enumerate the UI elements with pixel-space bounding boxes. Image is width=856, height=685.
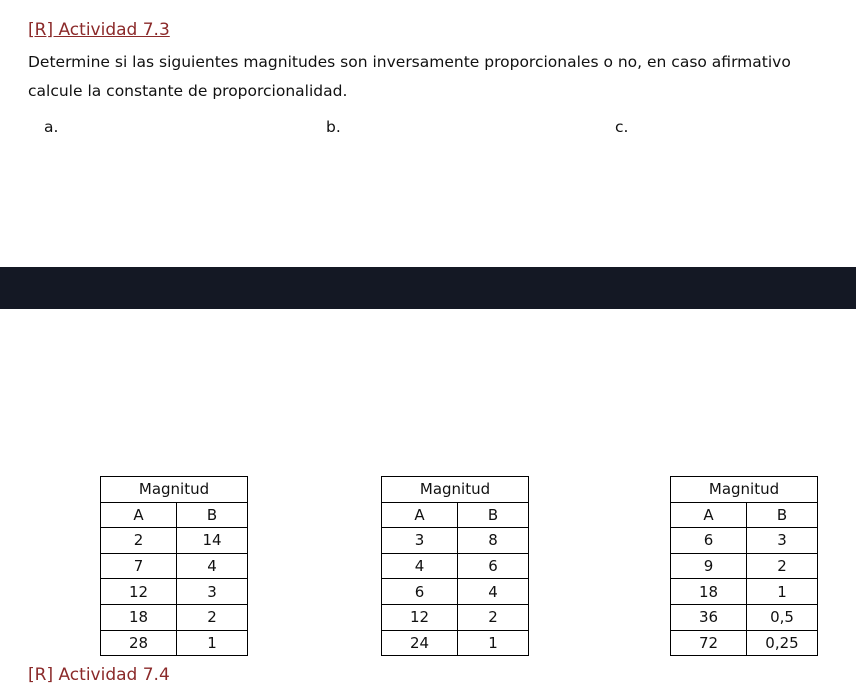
- table-column-row: [671, 502, 818, 528]
- table-row: [671, 630, 818, 656]
- cell-b: 4: [177, 553, 248, 579]
- dark-band: [0, 267, 856, 309]
- cell-a: 28: [101, 630, 177, 656]
- table-header: Magnitud: [671, 477, 818, 503]
- table-row: [382, 604, 529, 630]
- cell-a: 9: [671, 553, 747, 579]
- magnitude-table-a: [100, 476, 248, 656]
- cell-b: 2: [458, 604, 529, 630]
- table-header-row: [671, 477, 818, 503]
- table-column-row: [101, 502, 248, 528]
- cell-b: 14: [177, 528, 248, 554]
- part-label-a: a.: [44, 118, 59, 136]
- magnitude-table-c: [670, 476, 818, 656]
- cell-b: 3: [747, 528, 818, 554]
- cell-b: 3: [177, 579, 248, 605]
- table-row: [101, 604, 248, 630]
- table-header: Magnitud: [382, 477, 529, 503]
- table-row: [671, 604, 818, 630]
- cell-a: 72: [671, 630, 747, 656]
- cell-a: 12: [382, 604, 458, 630]
- cell-b: 0,5: [747, 604, 818, 630]
- column-b-header: B: [458, 502, 529, 528]
- cell-a: 4: [382, 553, 458, 579]
- instructions-line-2: calcule la constante de proporcionalidad.: [28, 82, 348, 100]
- table-row: [671, 528, 818, 554]
- table-row: [671, 579, 818, 605]
- column-b-header: B: [747, 502, 818, 528]
- cell-b: 0,25: [747, 630, 818, 656]
- table-row: [671, 553, 818, 579]
- cell-a: 36: [671, 604, 747, 630]
- cell-b: 8: [458, 528, 529, 554]
- instructions-line-1: Determine si las siguientes magnitudes son inversamente proporcionales o no, en caso afirmativo: [28, 53, 791, 71]
- table-row: [382, 630, 529, 656]
- table-row: [382, 553, 529, 579]
- instructions-text: [28, 48, 856, 106]
- table-row: [382, 579, 529, 605]
- next-activity-title: [R] Actividad 7.4: [28, 665, 170, 685]
- magnitude-table-b: [381, 476, 529, 656]
- cell-a: 2: [101, 528, 177, 554]
- table-row: [101, 630, 248, 656]
- column-a-header: A: [101, 502, 177, 528]
- cell-b: 1: [177, 630, 248, 656]
- cell-a: 7: [101, 553, 177, 579]
- cell-b: 2: [177, 604, 248, 630]
- column-a-header: A: [382, 502, 458, 528]
- table-header-row: [382, 477, 529, 503]
- part-label-c: c.: [615, 118, 629, 136]
- part-label-b: b.: [326, 118, 341, 136]
- cell-a: 24: [382, 630, 458, 656]
- column-b-header: B: [177, 502, 248, 528]
- cell-a: 18: [671, 579, 747, 605]
- cell-a: 6: [382, 579, 458, 605]
- cell-b: 4: [458, 579, 529, 605]
- cell-a: 6: [671, 528, 747, 554]
- activity-title: [R] Actividad 7.3: [28, 20, 170, 40]
- table-row: [101, 528, 248, 554]
- cell-b: 6: [458, 553, 529, 579]
- table-row: [382, 528, 529, 554]
- table-header-row: [101, 477, 248, 503]
- column-a-header: A: [671, 502, 747, 528]
- table-column-row: [382, 502, 529, 528]
- cell-b: 1: [458, 630, 529, 656]
- cell-a: 18: [101, 604, 177, 630]
- cell-a: 12: [101, 579, 177, 605]
- table-row: [101, 579, 248, 605]
- cell-b: 1: [747, 579, 818, 605]
- table-row: [101, 553, 248, 579]
- cell-a: 3: [382, 528, 458, 554]
- cell-b: 2: [747, 553, 818, 579]
- table-header: Magnitud: [101, 477, 248, 503]
